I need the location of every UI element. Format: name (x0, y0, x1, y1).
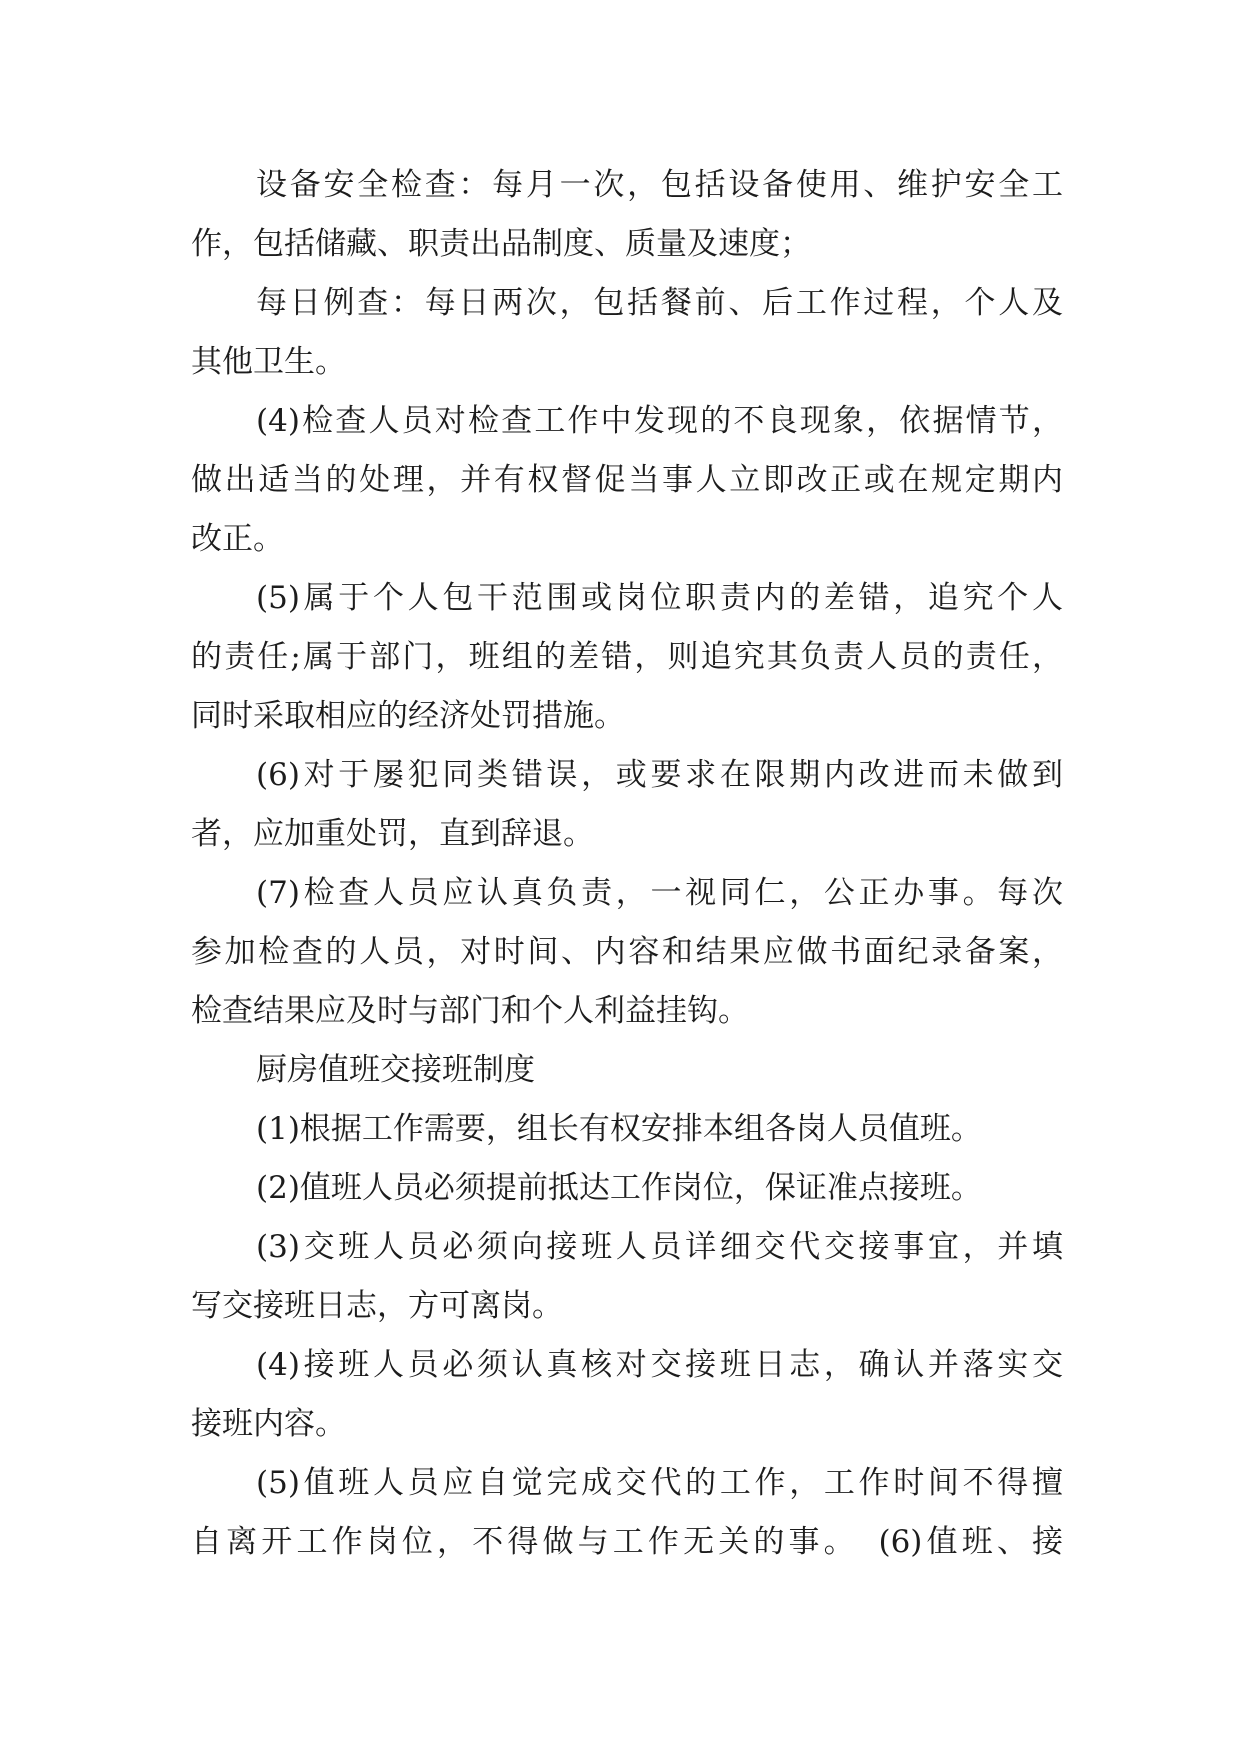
text-line: 同时采取相应的经济处罚措施。 (191, 698, 625, 734)
text-line: (4)接班人员必须认真核对交接班日志，确认并落实交 (256, 1347, 1063, 1383)
paragraph-item-4 (191, 392, 1063, 569)
text-line: (4)检查人员对检查工作中发现的不良现象，依据情节， (256, 403, 1063, 439)
paragraph-daily-check (191, 274, 1063, 392)
paragraph-item-5 (191, 569, 1063, 746)
text-line: 检查结果应及时与部门和个人利益挂钩。 (191, 993, 749, 1029)
paragraph-shift-4 (191, 1336, 1063, 1454)
text-line: 作，包括储藏、职责出品制度、质量及速度； (191, 226, 811, 262)
text-line: (5)属于个人包干范围或岗位职责内的差错，追究个人 (256, 580, 1063, 616)
paragraph-shift-2 (191, 1159, 1063, 1218)
text-line: 者，应加重处罚，直到辞退。 (191, 816, 594, 852)
paragraph-shift-3 (191, 1218, 1063, 1336)
text-line: (2)值班人员必须提前抵达工作岗位，保证准点接班。 (256, 1170, 982, 1206)
text-line: 设备安全检查：每月一次，包括设备使用、维护安全工 (256, 167, 1063, 203)
document-body (191, 156, 1063, 1572)
text-line: (5)值班人员应自觉完成交代的工作，工作时间不得擅 (256, 1465, 1063, 1501)
text-line: 参加检查的人员，对时间、内容和结果应做书面纪录备案， (191, 934, 1063, 970)
section-title: 厨房值班交接班制度 (256, 1052, 535, 1088)
text-line: 改正。 (191, 521, 284, 557)
paragraph-item-6 (191, 746, 1063, 864)
text-line: 写交接班日志，方可离岗。 (191, 1288, 563, 1324)
section-heading (191, 1041, 1063, 1100)
paragraph-shift-1 (191, 1100, 1063, 1159)
text-line: 每日例查：每日两次，包括餐前、后工作过程，个人及 (256, 285, 1063, 321)
paragraph-shift-5 (191, 1454, 1063, 1572)
text-line: (1)根据工作需要，组长有权安排本组各岗人员值班。 (256, 1111, 982, 1147)
text-line: (7)检查人员应认真负责，一视同仁，公正办事。每次 (256, 875, 1063, 911)
text-line: 接班内容。 (191, 1406, 346, 1442)
text-line: (3)交班人员必须向接班人员详细交代交接事宜，并填 (256, 1229, 1063, 1265)
text-line: 其他卫生。 (191, 344, 346, 380)
paragraph-item-7 (191, 864, 1063, 1041)
paragraph-equipment-check (191, 156, 1063, 274)
text-line: (6)对于屡犯同类错误，或要求在限期内改进而未做到 (256, 757, 1063, 793)
text-line: 的责任;属于部门，班组的差错，则追究其负责人员的责任， (191, 639, 1063, 675)
text-line: 做出适当的处理，并有权督促当事人立即改正或在规定期内 (191, 462, 1063, 498)
text-line: 自离开工作岗位，不得做与工作无关的事。 (6)值班、接 (191, 1524, 1063, 1560)
